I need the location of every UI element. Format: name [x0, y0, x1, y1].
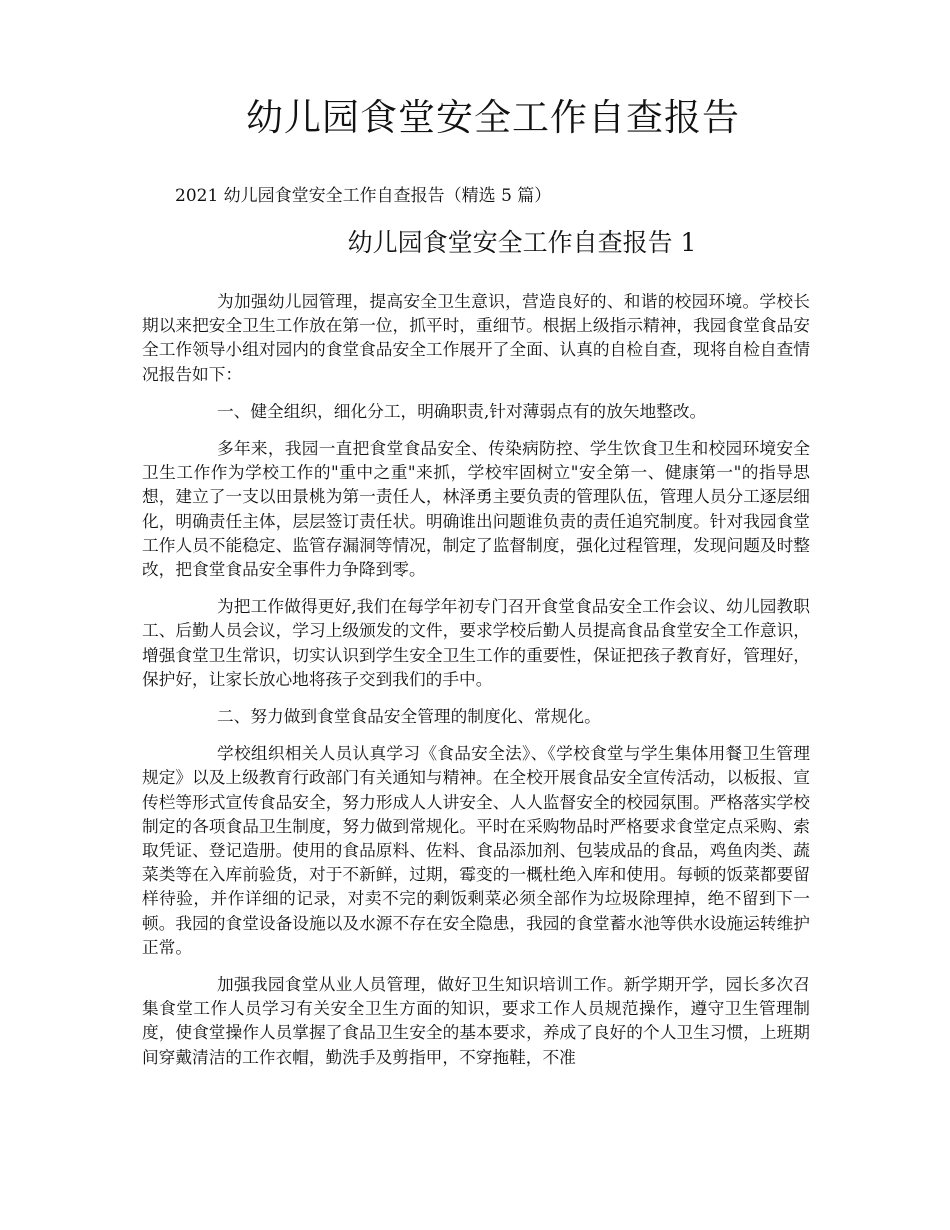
- document-title: 幼儿园食堂安全工作自查报告: [246, 96, 740, 139]
- document-body: [142, 289, 810, 1082]
- document-subtitle: 2021 幼儿园食堂安全工作自查报告（精选 5 篇）: [175, 186, 552, 206]
- paragraph-intro: 为加强幼儿园管理，提高安全卫生意识，营造良好的、和谐的校园环境。学校长期以来把安全卫生工作放在第一位，抓平时，重细节。根据上级指示精神，我园食堂食品安全工作领导小组对园内的食堂食品安全工作展开了全面、认真的自检自查，现将自检自查情况报告如下：: [142, 291, 810, 384]
- paragraph-organization: 多年来，我园一直把食堂食品安全、传染病防控、学生饮食卫生和校园环境安全卫生工作作为学校工作的"重中之重"来抓，学校牢固树立"安全第一、健康第一"的指导思想，建立了一支以田景桃为第一责任人，林泽勇主要负责的管理队伍，管理人员分工逐层细化，明确责任主体，层层签订责任状。明确谁出问题谁负责的责任追究制度。针对我园食堂工作人员不能稳定、监管存漏洞等情况，制定了监督制度，强化过程管理，发现问题及时整改，把食堂食品安全事件力争降到零。: [142, 438, 810, 580]
- heading-two: 二、努力做到食堂食品安全管理的制度化、常规化。: [217, 706, 601, 727]
- section-title: 幼儿园食堂安全工作自查报告 1: [347, 228, 697, 257]
- paragraph-meetings: 为把工作做得更好,我们在每学年初专门召开食堂食品安全工作会议、幼儿园教职工、后勤人员会议，学习上级颁发的文件，要求学校后勤人员提高食品食堂安全工作意识，增强食堂卫生常识，切实认识到学生安全卫生工作的重要性，保证把孩子教育好，管理好，保护好，让家长放心地将孩子交到我们的手中。: [142, 596, 810, 689]
- paragraph-staff-training: 加强我园食堂从业人员管理，做好卫生知识培训工作。新学期开学，园长多次召集食堂工作人员学习有关安全卫生方面的知识，要求工作人员规范操作，遵守卫生管理制度，使食堂操作人员掌握了食品卫生安全的基本要求，养成了良好的个人卫生习惯，上班期间穿戴清洁的工作衣帽，勤洗手及剪指甲，不穿拖鞋，不准: [142, 974, 810, 1067]
- paragraph-regulations: 学校组织相关人员认真学习《食品安全法》、《学校食堂与学生集体用餐卫生管理规定》以及上级教育行政部门有关通知与精神。在全校开展食品安全宣传活动，以板报、宣传栏等形式宣传食品安全，努力形成人人讲安全、人人监督安全的校园氛围。严格落实学校制定的各项食品卫生制度，努力做到常规化。平时在采购物品时严格要求食堂定点采购、索取凭证、登记造册。使用的食品原料、佐料、食品添加剂、包装成品的食品，鸡鱼肉类、蔬菜类等在入库前验货，对于不新鲜，过期，霉变的一概杜绝入库和使用。每顿的饭菜都要留样待验，并作详细的记录，对卖不完的剩饭剩菜必须全部作为垃圾除理掉，绝不留到下一顿。我园的食堂设备设施以及水源不存在安全隐患，我园的食堂蓄水池等供水设施运转维护正常。: [142, 743, 810, 957]
- heading-one: 一、健全组织，细化分工，明确职责,针对薄弱点有的放矢地整改。: [217, 400, 707, 421]
